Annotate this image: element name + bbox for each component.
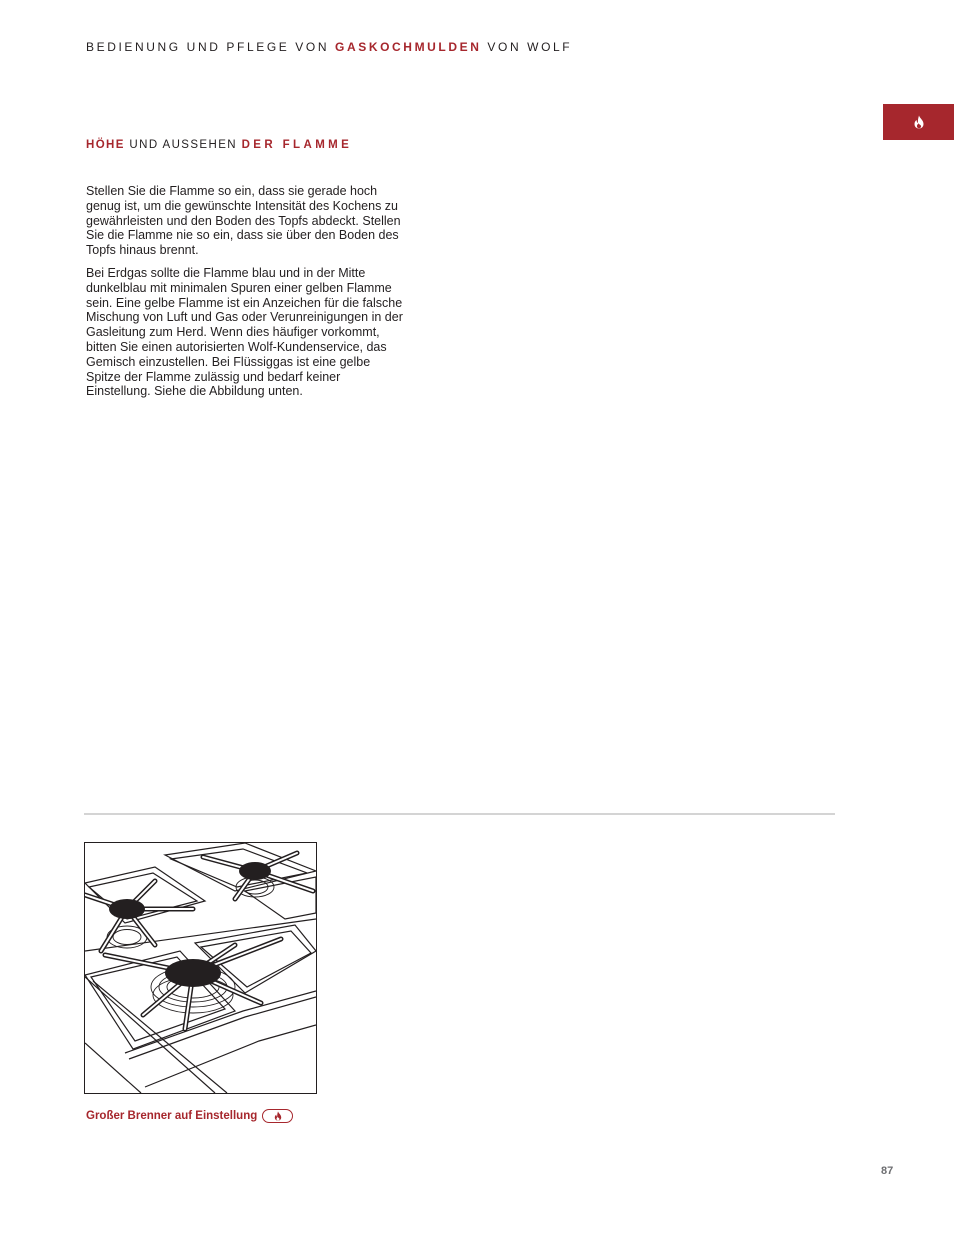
- section-title: [86, 139, 352, 151]
- header-accent: GASKOCHMULDEN: [335, 40, 482, 54]
- horizontal-rule: [84, 813, 835, 815]
- page-header: [86, 40, 572, 54]
- flame-setting-icon: [262, 1109, 293, 1123]
- section-body: [86, 184, 404, 407]
- header-text-1: BEDIENUNG UND PFLEGE VON: [86, 40, 336, 54]
- cooktop-illustration: [84, 842, 317, 1094]
- paragraph-2: Bei Erdgas sollte die Flamme blau und in der Mitte dunkelblau mit minimalen Spuren einer gelben Flamme sein. Eine gelbe Flamme ist ein Anzeichen für die falsche Mischung von Luft und Gas oder Verunreinigungen in der Gasleitung zum Herd. Wenn dies häufiger vorkommt, bitten Sie einen autorisierten Wolf-Kundenservice, das Gemisch einzustellen. Bei Flüssiggas ist eine gelbe Spitze der Flamme zulässig und bedarf keiner Einstellung. Siehe die Abbildung unten.: [86, 265, 403, 399]
- figure-caption: [86, 1109, 293, 1123]
- page-number: 87: [881, 1165, 894, 1177]
- section-title-mid: UND AUSSEHEN: [124, 139, 242, 151]
- section-tab[interactable]: [883, 104, 954, 140]
- paragraph-1: Stellen Sie die Flamme so ein, dass sie gerade hoch genug ist, um die gewünschte Intensität des Kochens zu gewährleisten und den Boden des Topfs abdeckt. Stellen Sie die Flamme nie so ein, dass sie über den Boden des Topfs hinaus brennt.: [86, 184, 401, 258]
- figure-caption-text: Großer Brenner auf Einstellung: [86, 1110, 258, 1122]
- cooktop-burner-drawing: [85, 843, 316, 1093]
- section-title-accent-1: HÖHE: [86, 139, 125, 151]
- section-title-accent-2: DER FLAMME: [241, 139, 353, 151]
- header-text-2: VON WOLF: [481, 40, 573, 54]
- flame-icon: [913, 115, 925, 129]
